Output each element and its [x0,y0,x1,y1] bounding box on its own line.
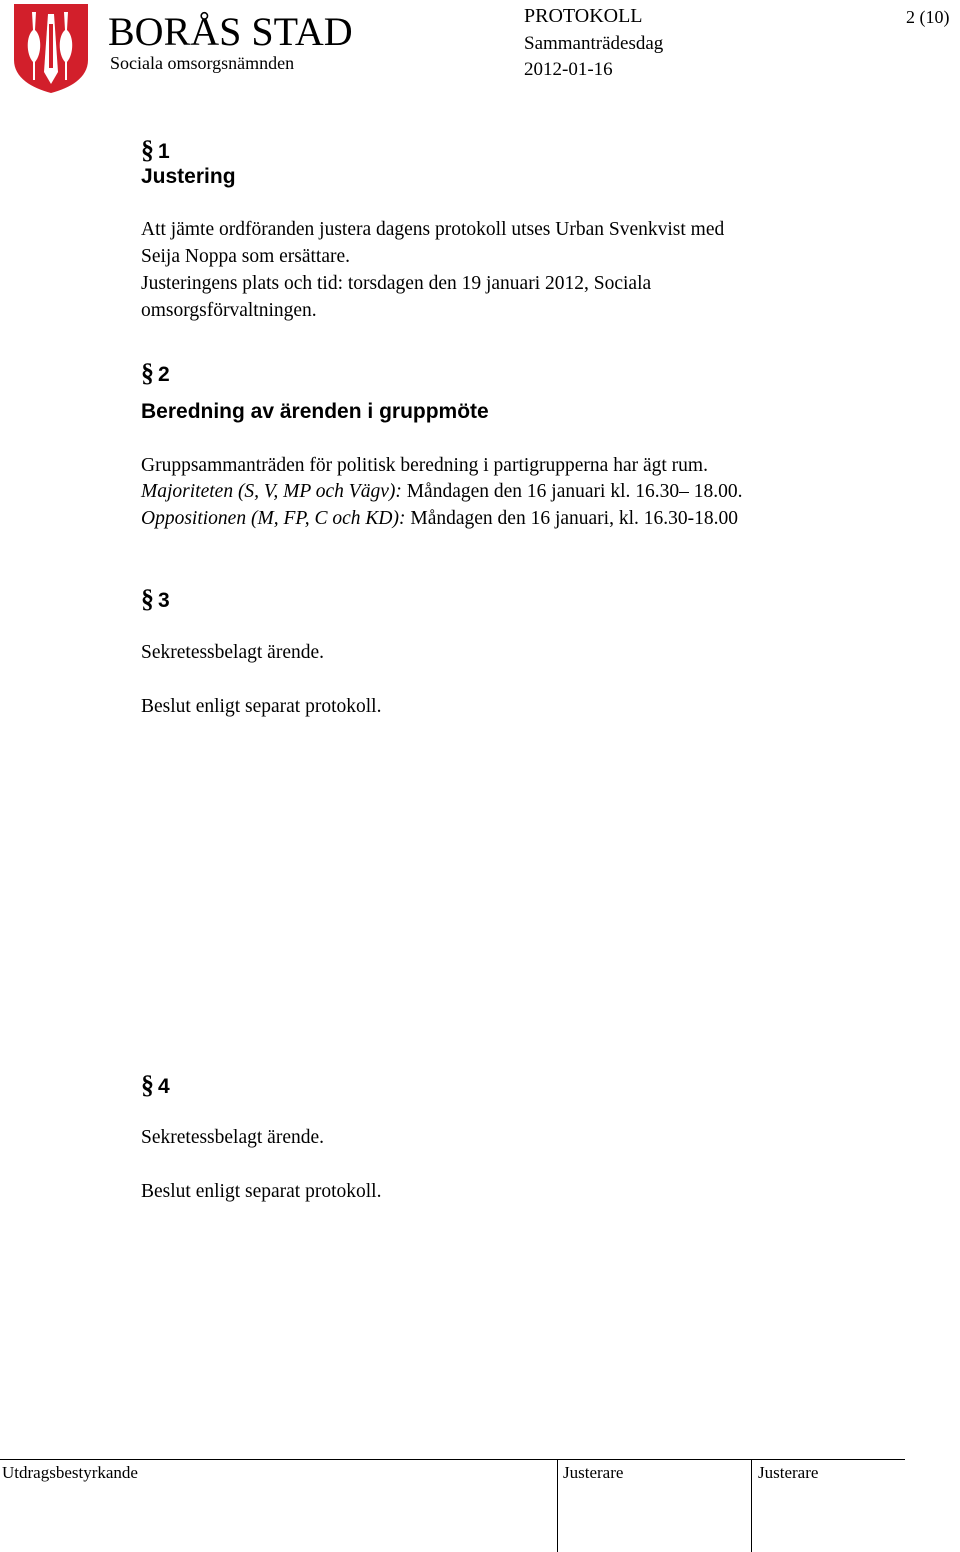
section-1-line: Att jämte ordföranden justera dagens protokoll utses Urban Svenkvist med [141,219,725,240]
majority-time: Måndagen den 16 januari kl. 16.30– 18.00. [406,481,743,502]
section-1-heading [141,136,170,166]
section-4-heading [141,1071,170,1101]
coat-of-arms-icon [12,2,90,94]
majority-label: Majoriteten (S, V, MP och Vägv): [141,481,402,502]
brand-name: BORÅS STAD [108,9,353,54]
section-number: 2 [158,363,170,386]
footer-rule [0,1459,905,1460]
section-sign: § [141,358,154,387]
section-2-majority [141,479,742,506]
section-3-line: Beslut enligt separat protokoll. [141,696,382,717]
footer-divider [557,1460,558,1552]
section-2-title: Beredning av ärenden i gruppmöte [141,400,489,423]
section-2-intro: Gruppsammanträden för politisk beredning i partigrupperna har ägt rum. [141,455,708,476]
section-2-opposition [141,506,738,533]
section-2-heading [141,359,170,389]
meeting-type: Sammanträdesdag [524,33,664,54]
certification-label: Utdragsbestyrkande [2,1463,138,1482]
footer-divider [751,1460,752,1552]
opposition-time: Måndagen den 16 januari, kl. 16.30-18.00 [410,508,739,529]
section-number: 1 [158,140,170,163]
section-sign: § [141,135,154,164]
meeting-date: 2012-01-16 [524,59,613,80]
section-1-line: omsorgsförvaltningen. [141,300,317,321]
section-3-heading [141,585,170,615]
adjuster-label: Justerare [563,1463,624,1482]
section-sign: § [141,1070,154,1099]
section-4-line: Sekretessbelagt ärende. [141,1127,325,1148]
section-number: 4 [158,1075,170,1098]
page-number: 2 (10) [906,7,950,27]
section-4-line: Beslut enligt separat protokoll. [141,1181,382,1202]
section-number: 3 [158,589,170,612]
adjuster-label: Justerare [758,1463,819,1482]
section-1-line: Seija Noppa som ersättare. [141,246,351,267]
section-3-line: Sekretessbelagt ärende. [141,642,325,663]
section-1-title: Justering [141,165,236,188]
section-sign: § [141,584,154,613]
opposition-label: Oppositionen (M, FP, C och KD): [141,508,406,529]
section-1-line: Justeringens plats och tid: torsdagen den 19 januari 2012, Sociala [141,273,652,294]
document-type: PROTOKOLL [524,5,643,27]
brand-subtitle: Sociala omsorgsnämnden [110,53,295,73]
